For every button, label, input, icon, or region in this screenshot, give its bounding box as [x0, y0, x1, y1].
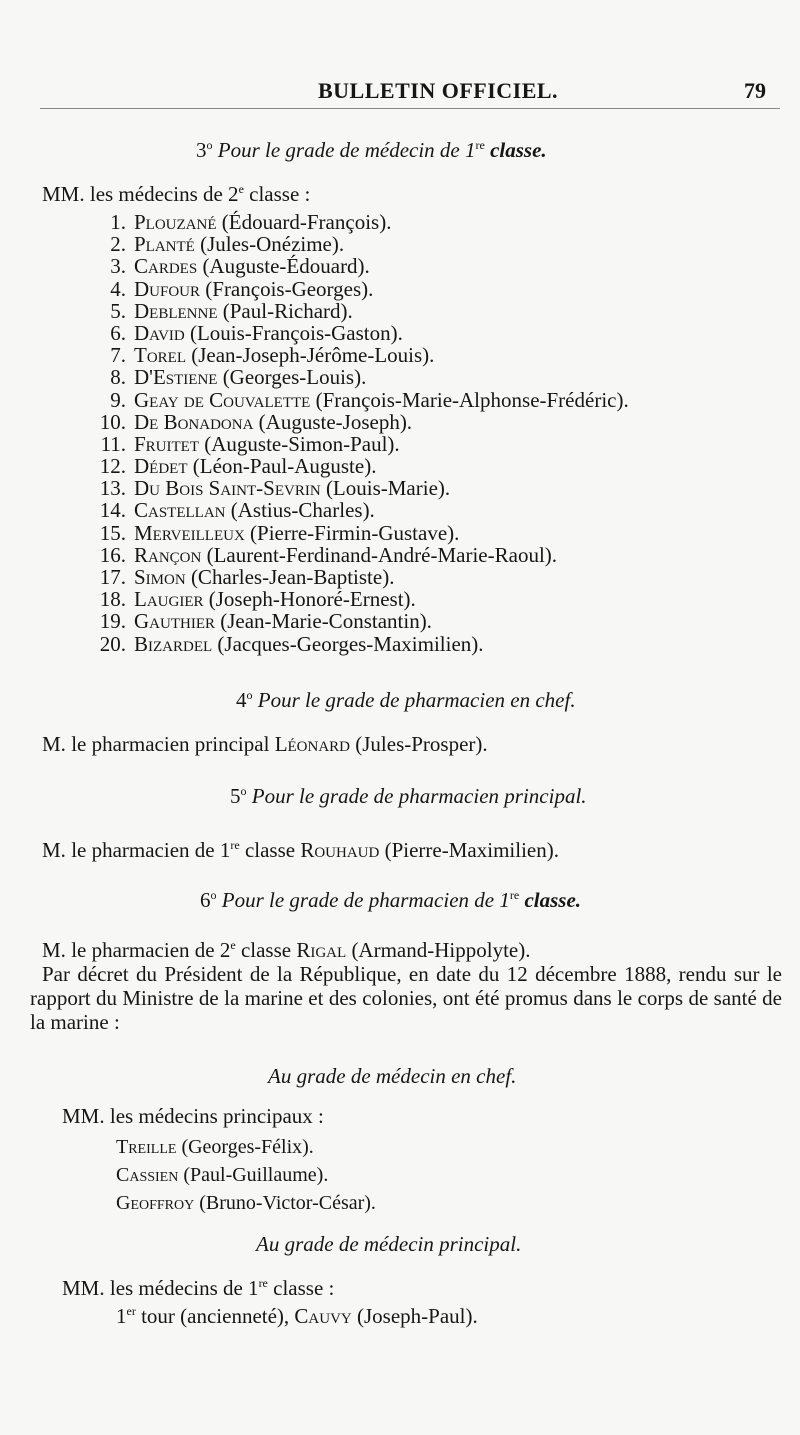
list-item: 8. D'Estiene (Georges-Louis). — [110, 365, 367, 390]
section-heading-5: 5$^o$ Pour le grade de pharmacien principal. — [230, 784, 587, 808]
intro-line-3: MM. les médecins de 2e classe : — [42, 182, 311, 206]
section-heading-4: 4$^o$ Pour le grade de pharmacien en chef. — [236, 688, 576, 712]
line-premier-tour: 1er tour (ancienneté), Cauvy (Joseph-Paul). — [116, 1304, 478, 1328]
list-item: 18. Laugier (Joseph-Honoré-Ernest). — [99, 587, 416, 612]
list-item: 12. Dédet (Léon-Paul-Auguste). — [99, 454, 377, 479]
list-item: 19. Gauthier (Jean-Marie-Constantin). — [99, 609, 432, 634]
list-item: Treille (Georges-Félix). — [116, 1136, 314, 1158]
line-pharmacien-principal: M. le pharmacien de 1re classe Rouhaud (Pierre-Maximilien). — [42, 838, 559, 862]
header-rule — [40, 108, 780, 109]
section-heading-3: 3$^o$ Pour le grade de médecin de 1re classe. — [196, 138, 547, 162]
intro-line-principal: MM. les médecins de 1re classe : — [62, 1276, 335, 1300]
list-item: 5. Deblenne (Paul-Richard). — [110, 298, 353, 323]
running-title: BULLETIN OFFICIEL. — [318, 78, 559, 103]
page-header — [0, 78, 800, 108]
list-item: 6. David (Louis-François-Gaston). — [110, 320, 403, 345]
promotion-list-chef — [116, 1133, 376, 1217]
list-item: 3. Cardes (Auguste-Édouard). — [110, 254, 370, 279]
list-item: 4. Dufour (François-Georges). — [110, 276, 374, 301]
line-pharmacien-chef: M. le pharmacien principal Léonard (Jules-Prosper). — [42, 732, 488, 756]
list-item: 1. Plouzané (Édouard-François). — [110, 210, 392, 234]
list-item: 7. Torel (Jean-Joseph-Jérôme-Louis). — [110, 343, 435, 368]
promotion-list-medecins — [88, 211, 629, 655]
list-item: Cassien (Paul-Guillaume). — [116, 1164, 329, 1186]
page-number: 79 — [744, 78, 766, 103]
section-heading-6: 6$^o$ Pour le grade de pharmacien de 1re classe. — [200, 888, 582, 912]
list-item: 13. Du Bois Saint-Sevrin (Louis-Marie). — [99, 476, 451, 501]
list-item: 17. Simon (Charles-Jean-Baptiste). — [99, 565, 395, 589]
list-item: 16. Rançon (Laurent-Ferdinand-André-Marie-Raoul). — [99, 542, 558, 567]
list-item: 10. De Bonadona (Auguste-Joseph). — [99, 409, 413, 434]
list-item: 11. Fruitet (Auguste-Simon-Paul). — [100, 431, 400, 456]
section-heading-principal: Au grade de médecin principal. — [256, 1232, 522, 1256]
decree-paragraph: Par décret du Président de la République, en date du 12 décembre 1888, rendu sur le rapport du Ministre de la marine et des colonies, ont été promus dans le corps de santé de la marine : — [30, 962, 782, 1034]
list-item: 20. Bizardel (Jacques-Georges-Maximilien). — [99, 631, 484, 656]
list-item: 15. Merveilleux (Pierre-Firmin-Gustave). — [99, 520, 460, 545]
list-item: 9. Geay de Couvalette (François-Marie-Alphonse-Frédéric). — [110, 387, 629, 412]
intro-line-chef: MM. les médecins principaux : — [62, 1104, 324, 1128]
list-item: 14. Castellan (Astius-Charles). — [99, 498, 375, 523]
list-item: Geoffroy (Bruno-Victor-César). — [116, 1192, 376, 1214]
line-pharmacien-1re: M. le pharmacien de 2e classe Rigal (Armand-Hippolyte). — [42, 938, 531, 962]
section-heading-chef: Au grade de médecin en chef. — [268, 1064, 517, 1088]
list-item: 2. Planté (Jules-Onézime). — [110, 232, 345, 257]
